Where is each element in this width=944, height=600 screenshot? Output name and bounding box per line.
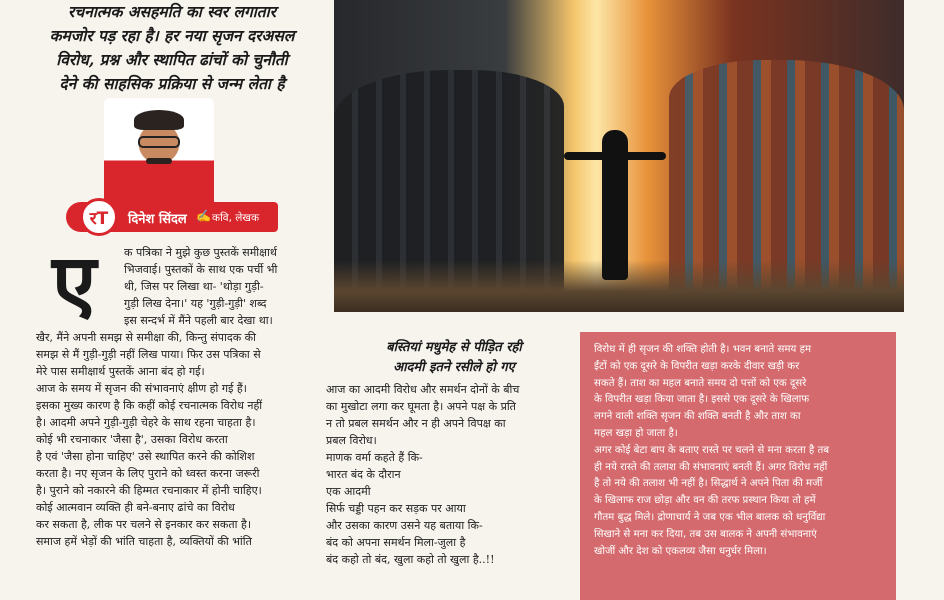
text-line: विरोध में ही सृजन की शक्ति होती है। भवन बनाते समय हम [594,344,812,355]
text-line: है। आदमी अपने गुड़ी-गुड़ी चेहरे के साथ रहना चाहता है। [36,416,256,429]
pull-quote-line: देने की साहसिक प्रक्रिया से जन्म लेता है [59,74,285,93]
section-heading [332,338,576,378]
text-line: आज के समय में सृजन की संभावनाएं क्षीण हो गई हैं। [36,382,247,395]
text-line: माणक वर्मा कहते हैं कि- [326,451,423,464]
text-line: सकते हैं। ताश का महल बनाते समय दो पत्तों को एक दूसरे [594,377,807,389]
author-mustache [146,158,172,164]
heading-line: आदमी इतने रसीले हो गए [393,360,515,375]
text-line: के विपरीत खड़ा किया जाता है। इससे एक दूसरे के खिलाफ [594,394,810,406]
sidebar-text [594,342,886,560]
hero-illustration [334,0,904,312]
text-line: मेरे पास समीक्षार्थ पुस्तकें आना बंद हो गई। [36,365,205,378]
text-line: के खिलाफ राज छोड़ा और वन की तरफ प्रस्थान किया तो हमें [594,495,816,507]
column1-lead [124,244,304,329]
central-figure [602,130,628,280]
text-line: कोई आत्मवान व्यक्ति ही बने-बनाए ढांचे का विरोध [36,501,235,514]
column1-body [36,329,304,550]
text-line: सिखाने से मना कर दिया, तब उस बालक ने अपनी संभावनाएं [594,528,817,540]
text-line: का मुखोटा लगा कर घूमता है। अपने पक्ष के प्रति [326,400,516,413]
text-line: एक आदमी [326,485,371,498]
text-line: ईंटों को एक दूसरे के विपरीत खड़ा करके दीवार खड़ी कर [594,360,800,372]
pull-quote [22,0,322,96]
text-line: करता है। नए सृजन के लिए पुराने को ध्वस्त करना जरूरी [36,467,260,480]
text-line: है एवं 'जैसा होना चाहिए' उसे स्थापित करने की कोशिश [36,450,255,463]
author-hair [134,110,184,130]
drop-cap: ए [52,237,97,330]
text-line: समझ से मैं गुड़ी-गुड़ी नहीं लिख पाया। फिर उस पत्रिका से [36,348,261,361]
author-name: दिनेश सिंदल [128,212,187,227]
author-photo [104,98,214,206]
text-line: गौतम बुद्ध मिले। द्रोणाचार्य ने जब एक भील बालक को धनुर्विद्या [594,511,826,523]
text-line: है। पुराने को नकारने की हिम्मत रचनाकार में होनी चाहिए। [36,484,262,497]
text-line: भिजवाई। पुस्तकों के साथ एक पर्ची भी [124,263,278,276]
text-line: अगर कोई बेटा बाप के बताए रास्ते पर चलने से मना करता है तब [594,444,830,456]
author-role: कवि, लेखक [212,212,260,224]
text-line: प्रबल विरोध। [326,434,377,447]
text-line: ही नये रास्ते की तलाश की संभावनाएं बनती हैं। अगर विरोध नहीं [594,461,828,473]
author-glasses [138,136,180,148]
highlight-sidebar [580,332,896,600]
text-line: महल खड़ा हो जाता है। [594,427,678,439]
pen-icon: ✍ [196,209,211,223]
heading-line: बस्तियां मधुमेह से पीड़ित रही [386,340,522,355]
author-block [66,98,278,238]
text-line: है तो नये की तलाश भी नहीं है। सिद्धार्थ ने अपने पिता की मर्जी [594,478,823,490]
text-line: खोजीं और देश को एकलव्य जैसा धनुर्धर मिला। [594,545,767,557]
text-line: सिर्फ चड्डी पहन कर सड़क पर आया [326,502,466,515]
text-line: इसका मुख्य कारण है कि कहीं कोई रचनात्मक विरोध नहीं [36,399,263,412]
publication-logo: रT [80,198,118,236]
text-line: बंद को अपना समर्थन मिला-जुला है [326,536,466,549]
text-line: न तो प्रबल समर्थन और न ही अपने विपक्ष का [326,417,506,430]
text-line: बंद कहो तो बंद, खुला कहो तो खुला है..!! [326,553,495,566]
text-line: क पत्रिका ने मुझे कुछ पुस्तकें समीक्षार्थ [124,246,277,259]
text-line: आज का आदमी विरोध और समर्थन दोनों के बीच [326,383,520,396]
text-line: समाज हमें भेड़ों की भांति चाहता है, व्यक्तियों की भांति [36,535,252,548]
text-line: लगने वाली शक्ति सृजन की शक्ति बनती है और ताश का [594,411,801,423]
text-line: खैर, मैंने अपनी समझ से समीक्षा की, किन्तु संपादक की [36,331,256,344]
column2-body [326,381,576,568]
text-line: कर सकता है, लीक पर चलने से इनकार कर सकता है। [36,518,252,531]
pull-quote-line: विरोध, प्रश्न और स्थापित ढांचों को चुनौती [56,50,288,69]
text-line: थी, जिस पर लिखा था- 'थोड़ा गुड़ी- [124,280,264,293]
text-line: गुड़ी लिख देना।' यह 'गुड़ी-गुड़ी' शब्द [124,297,267,310]
pull-quote-line: कमजोर पड़ रहा है। हर नया सृजन दरअसल [49,26,295,45]
text-line: और उसका कारण उसने यह बताया कि- [326,519,483,532]
pull-quote-line: रचनात्मक असहमति का स्वर लगातार [68,2,276,21]
text-line: भारत बंद के दौरान [326,468,401,481]
text-line: इस सन्दर्भ में मैंने पहली बार देखा था। [124,314,273,327]
text-line: कोई भी रचनाकार 'जैसा है', उसका विरोध करता [36,433,228,446]
